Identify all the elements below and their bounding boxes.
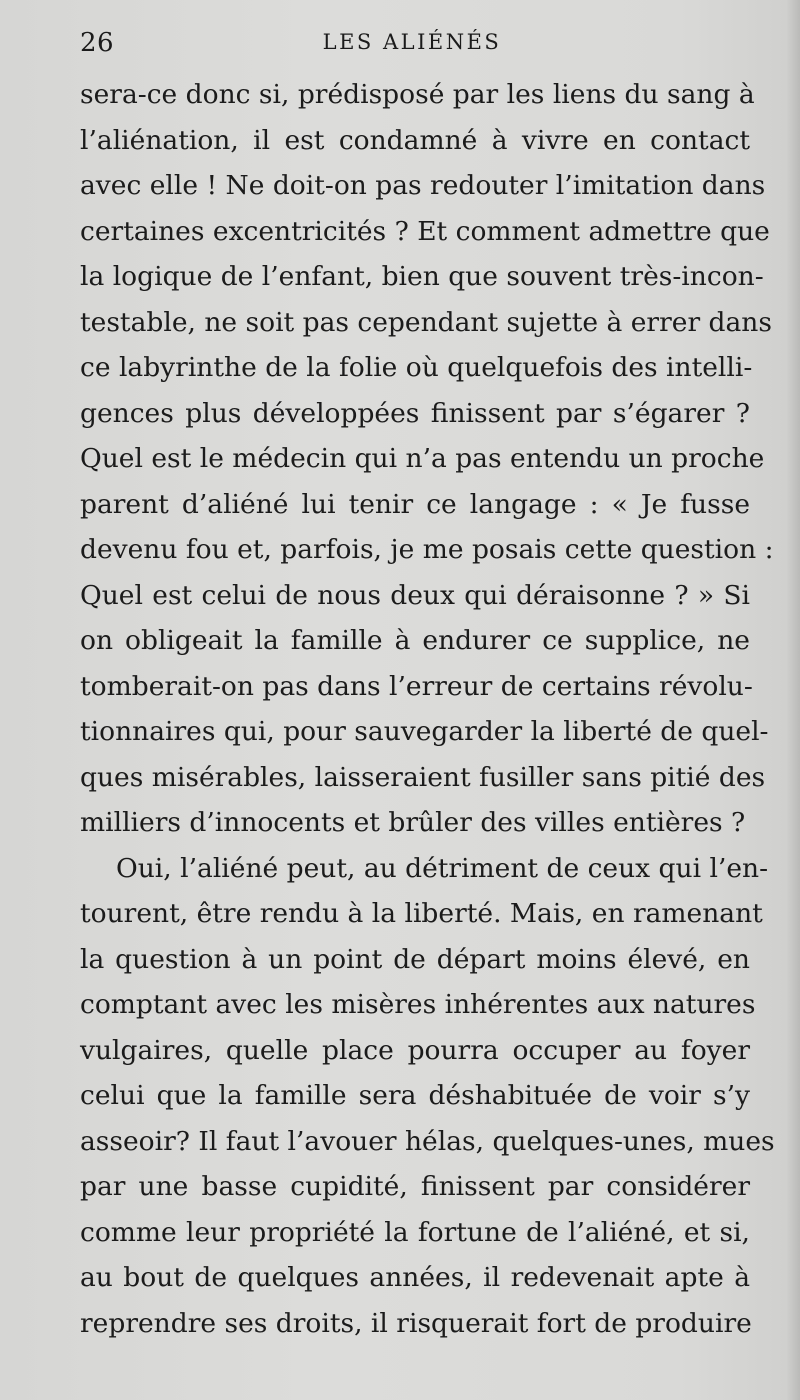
text-line: tomberait-on pas dans l’erreur de certains révolu-	[80, 670, 753, 702]
text-line: devenu fou et, parfois, je me posais cette question :	[80, 534, 774, 565]
paragraph-end-line: milliers d’innocents et brûler des villes entières ?	[80, 807, 746, 838]
text-line: ques misérables, laisseraient fusiller sans pitié des	[80, 761, 766, 793]
text-line: sera-ce donc si, prédisposé par les liens du sang à	[80, 79, 755, 110]
running-title: LES ALIÉNÉS	[322, 30, 502, 54]
text-line: la question à un point de départ moins élevé, en	[80, 943, 750, 975]
text-line: on obligeait la famille à endurer ce supplice, ne	[80, 625, 750, 656]
text-line: Quel est le médecin qui n’a pas entendu un proche	[80, 443, 765, 474]
text-line: tourent, être rendu à la liberté. Mais, en ramenant	[80, 898, 763, 929]
text-line: la logique de l’enfant, bien que souvent très-incon-	[80, 261, 764, 292]
text-line: reprendre ses droits, il risquerait fort de produire	[80, 1307, 752, 1339]
paragraph-start-line: Oui, l’aliéné peut, au détriment de ceux qui l’en-	[116, 852, 769, 884]
text-line: tionnaires qui, pour sauvegarder la liberté de quel-	[80, 716, 769, 747]
text-line: avec elle ! Ne doit-on pas redouter l’imitation dans	[80, 170, 766, 201]
text-line: Quel est celui de nous deux qui déraisonne ? » Si	[80, 579, 750, 611]
text-line: par une basse cupidité, finissent par considérer	[80, 1171, 750, 1202]
text-line: comme leur propriété la fortune de l’aliéné, et si,	[80, 1216, 750, 1248]
text-line: gences plus développées finissent par s’égarer ?	[80, 397, 750, 429]
text-line: celui que la famille sera déshabituée de voir s’y	[80, 1080, 750, 1111]
text-line: parent d’aliéné lui tenir ce langage : « Je fusse	[80, 488, 750, 520]
body-text	[80, 72, 775, 1346]
text-line: ce labyrinthe de la folie où quelquefois des intelli-	[80, 352, 753, 383]
text-line: comptant avec les misères inhérentes aux natures	[80, 989, 756, 1020]
page-header	[80, 28, 744, 68]
text-line: certaines excentricités ? Et comment admettre que	[80, 215, 770, 247]
text-line: l’aliénation, il est condamné à vivre en contact	[80, 124, 750, 156]
text-line: au bout de quelques années, il redevenait apte à	[80, 1262, 750, 1293]
text-line: testable, ne soit pas cependant sujette à errer dans	[80, 306, 772, 338]
page-number: 26	[80, 28, 115, 58]
text-line: asseoir? Il faut l’avouer hélas, quelques-unes, mues	[80, 1125, 775, 1157]
text-line: vulgaires, quelle place pourra occuper au foyer	[80, 1034, 750, 1066]
